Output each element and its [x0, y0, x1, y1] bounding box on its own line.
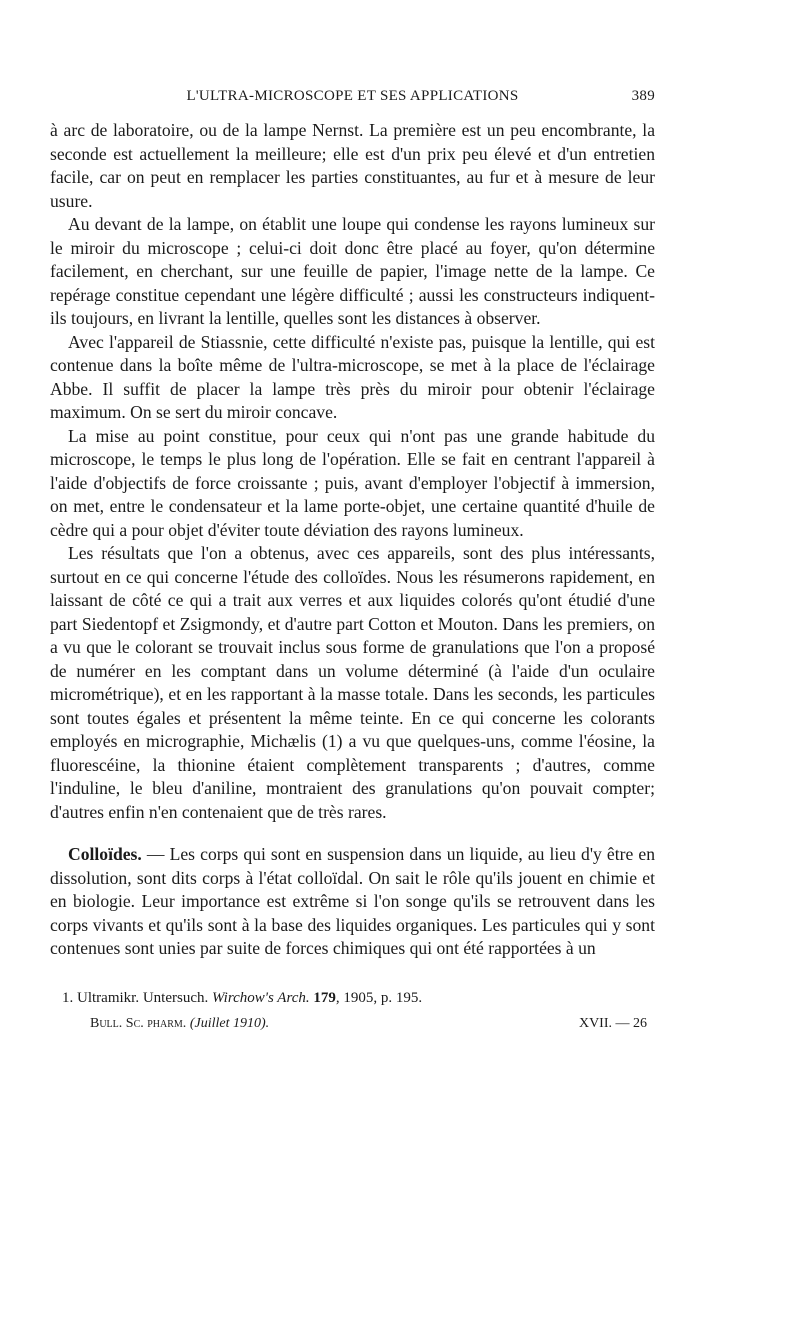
body-text: [50, 119, 655, 961]
paragraph-5: Les résultats que l'on a obtenus, avec ces appareils, sont des plus intéressants, surtout en ce qui concerne l'étude des colloïdes. Nous les résumerons rapidement, en laissant de côté ce qui a trait aux verres et aux liquides colorés qu'ont étudié d'une part Siedentopf et Zsigmondy, et d'autre part Cotton et Mouton. Dans les premiers, on a vu que le colorant se trouvait inclus sous forme de granulations que l'on a proposé de numérer en les comptant dans un volume déterminé (à l'aide d'un oculaire micrométrique), et en les rapportant à la masse totale. Dans les seconds, les particules sont toutes égales et présentent la même teinte. En ce qui concerne les colorants employés en micrographie, Michælis (1) a vu que quelques-uns, comme l'éosine, la fluorescéine, la thionine étaient complètement transparents ; d'autres, comme l'induline, le bleu d'aniline, montraient des granulations qu'on pouvait compter; d'autres enfin n'en contenaient que de très rares.: [50, 543, 655, 822]
paragraph-1: à arc de laboratoire, ou de la lampe Nernst. La première est un peu encombrante, la seconde est actuellement la meilleure; elle est d'un prix peu élevé et d'un entretien facile, car on peut en remplacer les parties constituantes, au fur et à mesure de leur usure.: [50, 120, 655, 211]
page-footer: [50, 1013, 655, 1035]
footer-signature: XVII. — 26: [578, 1015, 647, 1031]
footer-citation: [90, 1013, 269, 1035]
page-header: [50, 88, 655, 105]
footnote-journal: Wirchow's Arch.: [211, 989, 310, 1006]
paragraph-4: La mise au point constitue, pour ceux qui n'ont pas une grande habitude du microscope, le temps le plus long de l'opération. Elle se fait en centrant l'appareil à l'aide d'objectifs de force croissante ; puis, avant d'employer l'objectif à immersion, on met, entre le condensateur et la lame porte-objet, une certaine quantité d'huile de cèdre qui a pour objet d'éviter toute déviation des rayons lumineux.: [50, 425, 655, 540]
paragraph-3: Avec l'appareil de Stiassnie, cette difficulté n'existe pas, puisque la lentille, qui est contenue dans la boîte même de l'ultra-microscope, se met à la place de l'éclairage Abbe. Il suffit de placer la lampe très près du miroir pour obtenir l'éclairage maximum. On se sert du miroir concave.: [50, 331, 655, 422]
footer-bulletin: Bull. Sc. pharm.: [90, 1015, 190, 1031]
footnote-text-a: Ultramikr. Untersuch.: [73, 989, 212, 1006]
page: [50, 88, 655, 1035]
footnote-number: 1.: [62, 989, 74, 1006]
footer-date: (Juillet 1910).: [189, 1015, 270, 1031]
footnote-text-b: , 1905, p. 195.: [335, 989, 423, 1006]
paragraph-2: Au devant de la lampe, on établit une loupe qui condense les rayons lumineux sur le miroir du microscope ; celui-ci doit donc être placé au foyer, qu'on détermine facilement, en cherchant, sur une feuille de papier, l'image nette de la lampe. Ce repérage constitue cependant une légère difficulté ; aussi les constructeurs indiquent-ils toujours, en livrant la lentille, quelles sont les distances à observer.: [50, 214, 655, 328]
footnotes: [50, 987, 655, 1035]
footnote-1: [50, 987, 655, 1009]
running-title: L'ULTRA-MICROSCOPE ET SES APPLICATIONS: [186, 88, 519, 104]
page-number: 389: [631, 88, 655, 104]
paragraph-colloides: [50, 843, 655, 961]
paragraph-6-text: — Les corps qui sont en suspension dans un liquide, au lieu d'y être en dissolution, sont dits corps à l'état colloïdal. On sait le rôle qu'ils jouent en chimie et en biologie. Leur importance est extrême si l'on songe qu'ils se retrouvent dans les corps vivants et qu'ils sont à la base des liquides organiques. Les particules qui y sont contenues sont unies par suite de forces chimiques qui ont été rapportées à un: [50, 844, 655, 958]
footnote-volume: 179: [309, 989, 336, 1006]
section-heading: Colloïdes.: [68, 844, 142, 864]
